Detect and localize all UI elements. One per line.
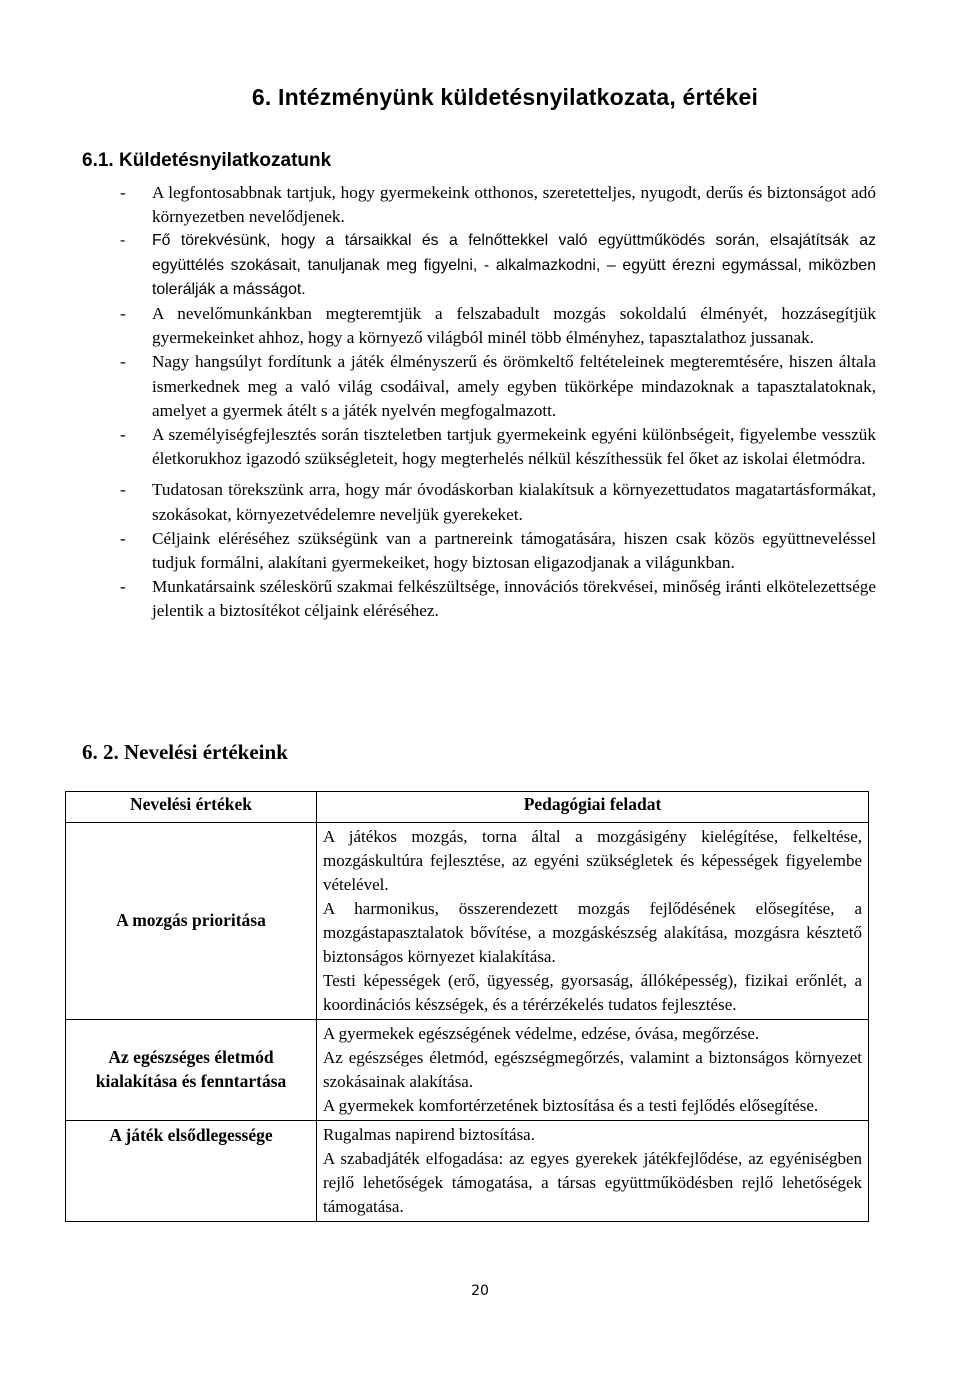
task-text: Testi képességek (erő, ügyesség, gyorsaság, állóképesség), fizikai erőnlét, a koordinációs készségek, és a térérzékelés tudatos fejlesztése. <box>323 971 862 1014</box>
task-text: A harmonikus, összerendezett mozgás fejlődésének elősegítése, a mozgástapasztalatok bővítése, a mozgáskészség alakítása, mozgásra késztető biztonságos környezet kialakítása. <box>323 899 862 966</box>
tasks-cell <box>317 1121 869 1222</box>
tasks-cell <box>317 823 869 1020</box>
task-text: A játékos mozgás, torna által a mozgásigény kielégítése, felkeltése, mozgáskultúra fejlesztése, az egyéni szükségletek és képességek figyelembe vételével. <box>323 827 862 894</box>
list-item: - Fő törekvésünk, hogy a társaikkal és a felnőttekkel való együttműködés során, elsajátítsák az együttélés szokásait, tanuljanak meg figyelni, - alkalmazkodni, – együtt érezni egymással, miközben tolerálják a másságot. <box>120 232 876 298</box>
task-text: A gyermekek komfortérzetének biztosítása és a testi fejlődés elősegítése. <box>323 1096 819 1115</box>
list-item: - A legfontosabbnak tartjuk, hogy gyermekeink otthonos, szeretetteljes, nyugodt, derűs és biztonságot adó környezetben nevelődjenek. <box>120 183 876 227</box>
task-text: Az egészséges életmód, egészségmegőrzés, valamint a biztonságos környezet szokásainak alakítása. <box>323 1048 862 1091</box>
value-cell: A mozgás prioritása <box>66 823 317 1020</box>
page-title: 6. Intézményünk küldetésnyilatkozata, értékei <box>251 84 759 110</box>
list-item: - Tudatosan törekszünk arra, hogy már óvodáskorban kialakítsuk a környezettudatos magatartásformákat, szokásokat, környezetvédelemre neveljük gyerekeket. <box>120 480 876 524</box>
list-item: - Nagy hangsúlyt fordítunk a játék élményszerű és örömkeltő feltételeinek megteremtésére, hiszen általa ismerkednek meg a való világ csodáival, amely egyben tükörképe mindazoknak a tapasztalatoknak, amelyet a gyermek átélt s a játék nyelvén megfogalmazott. <box>120 352 876 420</box>
column-header-values: Nevelési értékek <box>66 792 317 823</box>
task-text: Rugalmas napirend biztosítása. <box>323 1125 535 1144</box>
table-row <box>66 823 869 1020</box>
values-table <box>65 791 869 1222</box>
task-text: A szabadjáték elfogadása: az egyes gyerekek játékfejlődése, az egyéniségben rejlő lehetőségek támogatása, a társas együttműködésben rejlő lehetőségek támogatása. <box>323 1149 862 1216</box>
table-row <box>66 1020 869 1121</box>
list-item: - Munkatársaink széleskörű szakmai felkészültsége, innovációs törekvései, minőség iránti elkötelezettsége jelentik a biztosítékot céljaink eléréséhez. <box>120 577 876 621</box>
value-cell: Az egészséges életmód kialakítása és fenntartása <box>66 1020 317 1121</box>
value-cell: A játék elsődlegessége <box>66 1121 317 1222</box>
page-number: 20 <box>471 1283 489 1299</box>
column-header-tasks: Pedagógiai feladat <box>317 792 869 823</box>
list-item: - Céljaink eléréséhez szükségünk van a partnereink támogatására, hiszen csak közös együttneveléssel tudjuk formálni, alakítani gyermekeiket, hogy biztosan eligazodjanak a világunkban. <box>120 528 876 573</box>
table-header-row <box>66 792 869 823</box>
table-row <box>66 1121 869 1222</box>
task-text: A gyermekek egészségének védelme, edzése, óvása, megőrzése. <box>323 1024 760 1043</box>
mission-list <box>120 181 876 624</box>
tasks-cell <box>317 1020 869 1121</box>
section-heading-values: 6. 2. Nevelési értékeink <box>82 740 288 764</box>
section-heading-mission: 6.1. Küldetésnyilatkozatunk <box>82 150 332 171</box>
list-item: - A nevelőmunkánkban megteremtjük a felszabadult mozgás sokoldalú élményét, hozzásegítjük gyermekeinket ahhoz, hogy a környező világból minél több élményhez, tapasztalathoz jussanak. <box>120 304 876 348</box>
list-item: - A személyiségfejlesztés során tiszteletben tartjuk gyermekeink egyéni különbségeit, figyelembe vesszük életkorukhoz igazodó szükségleteit, hogy megterhelés nélkül készíthessük fel őket az iskolai életmódra. <box>120 425 876 469</box>
